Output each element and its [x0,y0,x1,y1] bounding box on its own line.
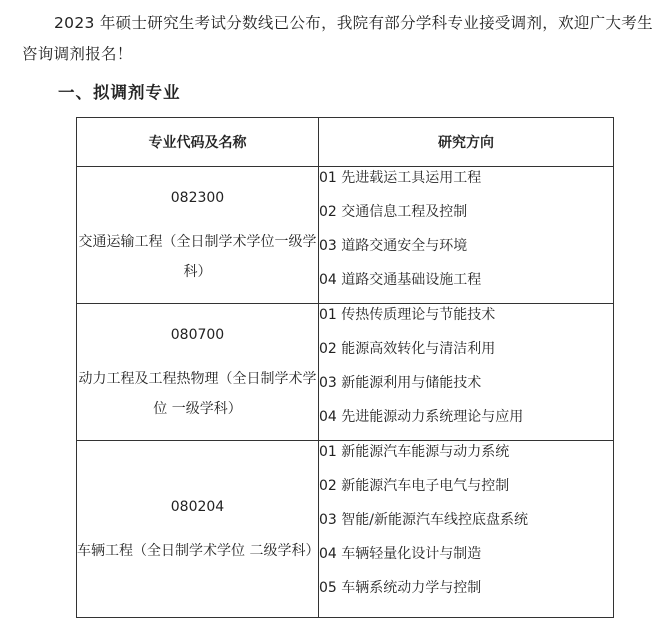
major-cell [77,441,319,618]
major-cell [77,167,319,304]
direction-item: 02 交通信息工程及控制 [319,204,468,220]
major-name: 车辆工程（全日制学术学位 二级学科） [77,543,320,559]
major-code: 082300 [170,190,225,206]
major-name: 动力工程及工程热物理（全日制学术学位 一级学科） [78,371,317,417]
section-heading: 一、拟调剂专业 [58,83,181,102]
direction-item: 04 道路交通基础设施工程 [319,272,482,288]
intro-paragraph: 2023 年硕士研究生考试分数线已公布，我院有部分学科专业接受调剂，欢迎广大考生咨询调剂报名！ [22,14,653,63]
major-cell [77,304,319,441]
major-code: 080700 [170,327,225,343]
direction-item: 02 新能源汽车电子电气与控制 [319,478,510,494]
direction-item: 03 智能/新能源汽车线控底盘系统 [319,512,528,528]
direction-item: 01 传热传质理论与节能技术 [319,307,496,323]
table-row [77,441,614,618]
major-name: 交通运输工程（全日制学术学位一级学科） [78,234,317,280]
majors-table [76,117,614,618]
directions-cell [319,167,614,304]
direction-item: 01 新能源汽车能源与动力系统 [319,444,510,460]
header-major: 专业代码及名称 [77,118,319,167]
directions-cell [319,304,614,441]
table-header-row [77,118,614,167]
direction-item: 04 先进能源动力系统理论与应用 [319,409,524,425]
major-code: 080204 [170,499,225,515]
header-direction: 研究方向 [319,118,614,167]
direction-item: 05 车辆系统动力学与控制 [319,580,482,596]
direction-item: 03 道路交通安全与环境 [319,238,468,254]
direction-item: 04 车辆轻量化设计与制造 [319,546,482,562]
direction-item: 02 能源高效转化与清洁利用 [319,341,496,357]
direction-item: 03 新能源利用与储能技术 [319,375,482,391]
direction-item: 01 先进载运工具运用工程 [319,170,482,186]
table-row [77,304,614,441]
table-row [77,167,614,304]
directions-cell [319,441,614,618]
